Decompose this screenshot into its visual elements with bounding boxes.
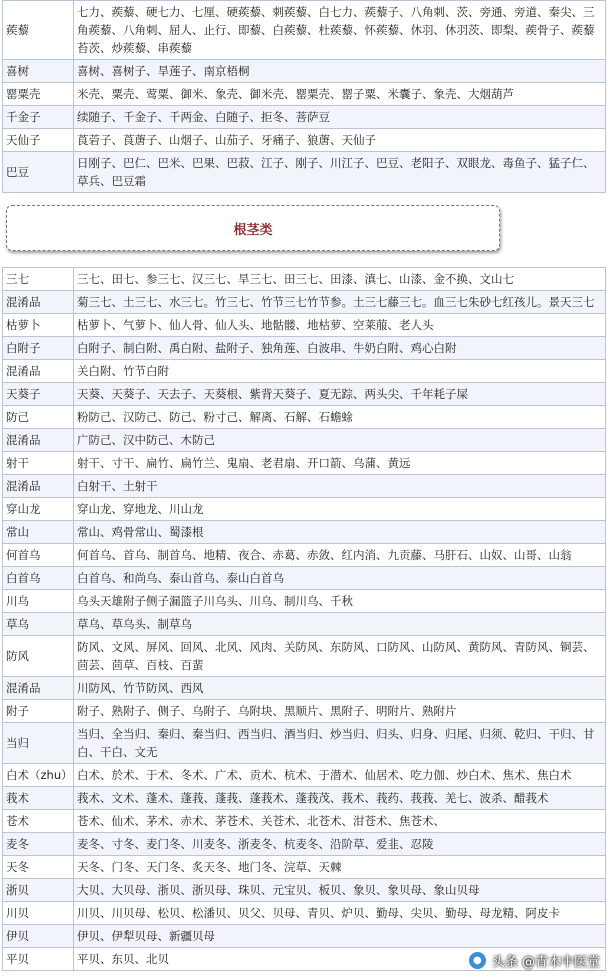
- herb-name: 枯萝卜: [3, 314, 74, 337]
- table-row: [3, 590, 606, 613]
- herb-name: 附子: [3, 700, 74, 723]
- herb-name: 当归: [3, 723, 74, 764]
- herb-name: 伊贝: [3, 925, 74, 948]
- herb-aliases: 枯萝卜、气萝卜、仙人骨、仙人头、地骷髅、地枯萝、空莱菔、老人头: [74, 314, 606, 337]
- table-row: [3, 544, 606, 567]
- herb-aliases: 苍术、仙术、茅术、赤术、茅苍术、关苍术、北苍术、泔苍术、焦苍术、: [74, 810, 606, 833]
- table-row: [3, 291, 606, 314]
- herb-name: 浙贝: [3, 879, 74, 902]
- table-row: [3, 268, 606, 291]
- herb-name: 天冬: [3, 856, 74, 879]
- herb-aliases: 防风、文风、屏风、回风、北风、风肉、关防风、东防风、口防风、山防风、黄防风、青防风、铜芸、茴芸、茴草、百枝、百蜚: [74, 636, 606, 677]
- herb-aliases: 天冬、门冬、天门冬、炙天冬、地门冬、浣草、天棘: [74, 856, 606, 879]
- herb-aliases: 喜树、喜树子、旱莲子、南京梧桐: [74, 60, 606, 83]
- herb-aliases: 米壳、粟壳、莺粟、御米、象壳、御米壳、罂粟壳、罂子粟、米囊子、象壳、大烟葫芦: [74, 83, 606, 106]
- herb-aliases: 白术、於术、于术、冬术、广术、贡术、杭术、于潜术、仙居术、吃力伽、炒白术、焦术、焦白术: [74, 764, 606, 787]
- herb-aliases: 川防风、竹节防风、西风: [74, 677, 606, 700]
- herb-aliases: 天葵、天葵子、天去子、天葵根、紫背天葵子、夏无踪、两头尖、千年耗子屎: [74, 383, 606, 406]
- herb-name: 穿山龙: [3, 498, 74, 521]
- herb-name: 混淆品: [3, 429, 74, 452]
- herb-name: 草乌: [3, 613, 74, 636]
- herb-table-roots: [2, 267, 606, 971]
- watermark: [468, 951, 600, 970]
- table-row: [3, 787, 606, 810]
- herb-name: 蒺藜: [3, 1, 74, 60]
- watermark-text: 头条 @青木中医堂: [491, 955, 600, 970]
- section-header: [0, 193, 608, 267]
- herb-aliases: 续随子、千金子、千两金、白随子、拒冬、菩萨豆: [74, 106, 606, 129]
- table-row: [3, 677, 606, 700]
- herb-name: 白术（zhu）: [3, 764, 74, 787]
- table-row: [3, 700, 606, 723]
- table-row: [3, 613, 606, 636]
- herb-name: 白首乌: [3, 567, 74, 590]
- table-row: [3, 429, 606, 452]
- herb-name: 罂粟壳: [3, 83, 74, 106]
- herb-aliases: 广防己、汉中防己、木防己: [74, 429, 606, 452]
- herb-aliases: 菊三七、土三七、水三七。竹三七、竹节三七竹节参。土三七藤三七。血三七朱砂七红孩儿。景天三七: [74, 291, 606, 314]
- herb-aliases: 射干、寸干、扁竹、扁竹兰、鬼扇、老君扇、开口箭、乌蒲、黄远: [74, 452, 606, 475]
- herb-aliases: 莪术、文术、蓬术、蓬莪、蓬莪、蓬莪术、蓬莪茂、莪术、莪药、莪莪、羌七、波杀、醋莪术: [74, 787, 606, 810]
- table-row: [3, 129, 606, 152]
- herb-aliases: 大贝、大贝母、浙贝、浙贝母、珠贝、元宝贝、板贝、象贝、象贝母、象山贝母: [74, 879, 606, 902]
- table-row: [3, 764, 606, 787]
- table-row: [3, 360, 606, 383]
- table-row: [3, 567, 606, 590]
- table-row: [3, 383, 606, 406]
- herb-aliases: 何首乌、首乌、制首乌、地精、夜合、赤葛、赤敛、红内消、九贡藤、马肝石、山奴、山哥、山翁: [74, 544, 606, 567]
- table-row: [3, 452, 606, 475]
- herb-name: 三七: [3, 268, 74, 291]
- herb-name: 天葵子: [3, 383, 74, 406]
- table-row: [3, 106, 606, 129]
- herb-aliases: 常山、鸡骨常山、蜀漆根: [74, 521, 606, 544]
- herb-aliases: 白附子、制白附、禹白附、盐附子、独角莲、白波串、牛奶白附、鸡心白附: [74, 337, 606, 360]
- table-row: [3, 856, 606, 879]
- section-title: 根茎类: [233, 222, 273, 238]
- table-row: [3, 314, 606, 337]
- herb-aliases: 三七、田七、参三七、汉三七、旱三七、田三七、田漆、滇七、山漆、金不换、文山七: [74, 268, 606, 291]
- herb-name: 莪术: [3, 787, 74, 810]
- table-row: [3, 337, 606, 360]
- herb-name: 何首乌: [3, 544, 74, 567]
- herb-name: 防风: [3, 636, 74, 677]
- herb-name: 混淆品: [3, 360, 74, 383]
- herb-name: 防己: [3, 406, 74, 429]
- herb-aliases: 川贝、川贝母、松贝、松潘贝、贝父、贝母、青贝、炉贝、勤母、尖贝、勤母、母龙精、阿皮卡: [74, 902, 606, 925]
- herb-name: 川乌: [3, 590, 74, 613]
- table-row: [3, 810, 606, 833]
- herb-aliases: 乌头天雄附子侧子漏篮子川乌头、川乌、制川乌、千秋: [74, 590, 606, 613]
- herb-aliases: 附子、熟附子、侧子、乌附子、乌附块、黑顺片、黑附子、明附片、熟附片: [74, 700, 606, 723]
- herb-name: 麦冬: [3, 833, 74, 856]
- table-row: [3, 406, 606, 429]
- herb-aliases: 白首乌、和尚乌、泰山首乌、泰山白首乌: [74, 567, 606, 590]
- herb-aliases: 粉防己、汉防己、防己、粉寸己、解离、石解、石蟾蜍: [74, 406, 606, 429]
- table-row: [3, 636, 606, 677]
- herb-name: 天仙子: [3, 129, 74, 152]
- herb-name: 平贝: [3, 948, 74, 971]
- herb-aliases: 关白附、竹节白附: [74, 360, 606, 383]
- table-row: [3, 521, 606, 544]
- herb-aliases: 麦冬、寸冬、麦门冬、川麦冬、浙麦冬、杭麦冬、沿阶草、爱韭、忍陵: [74, 833, 606, 856]
- table-row: [3, 925, 606, 948]
- herb-name: 苍术: [3, 810, 74, 833]
- herb-aliases: 莨菪子、莨蓎子、山烟子、山茄子、牙痛子、狼蓎、天仙子: [74, 129, 606, 152]
- table-row: [3, 723, 606, 764]
- herb-aliases: 伊贝、伊犁贝母、新疆贝母: [74, 925, 606, 948]
- herb-name: 白附子: [3, 337, 74, 360]
- table-row: [3, 475, 606, 498]
- table-row: [3, 60, 606, 83]
- herb-name: 巴豆: [3, 152, 74, 193]
- herb-aliases: 当归、全当归、秦归、秦当归、西当归、酒当归、炒当归、归头、归身、归尾、归须、乾归、干归、甘白、干白、文无: [74, 723, 606, 764]
- section-box: [6, 205, 500, 251]
- herb-aliases: 平贝、东贝、北贝: [74, 948, 606, 971]
- herb-aliases: 日刚子、巴仁、巴米、巴果、巴菽、江子、刚子、川江子、巴豆、老阳子、双眼龙、毒鱼子、猛子仁、草兵、巴豆霜: [74, 152, 606, 193]
- herb-name: 喜树: [3, 60, 74, 83]
- herb-name: 常山: [3, 521, 74, 544]
- table-row: [3, 1, 606, 60]
- herb-name: 混淆品: [3, 291, 74, 314]
- herb-name: 射干: [3, 452, 74, 475]
- herb-name: 混淆品: [3, 677, 74, 700]
- table-row: [3, 879, 606, 902]
- herb-aliases: 穿山龙、穿地龙、川山龙: [74, 498, 606, 521]
- table-row: [3, 833, 606, 856]
- herb-aliases: 白射干、土射干: [74, 475, 606, 498]
- herb-name: 混淆品: [3, 475, 74, 498]
- herb-table-top: [2, 0, 606, 193]
- herb-aliases: 草乌、草乌头、制草乌: [74, 613, 606, 636]
- table-row: [3, 902, 606, 925]
- table-row: [3, 498, 606, 521]
- herb-name: 千金子: [3, 106, 74, 129]
- table-row: [3, 83, 606, 106]
- herb-name: 川贝: [3, 902, 74, 925]
- watermark-logo-icon: ●: [468, 951, 487, 970]
- herb-aliases: 七力、蒺藜、硬七力、七厘、硬蒺藜、刺蒺藜、白七力、蒺藜子、八角刺、茨、旁通、旁道、秦尖、三角蒺藜、八角刺、屈人、止行、即藜、白蒺藜、杜蒺藜、怀蒺藜、休羽、休羽茨、即梨、蒺骨子、蒺藜苔茨、炒蒺藜、串蒺藜: [74, 1, 606, 60]
- table-row: [3, 152, 606, 193]
